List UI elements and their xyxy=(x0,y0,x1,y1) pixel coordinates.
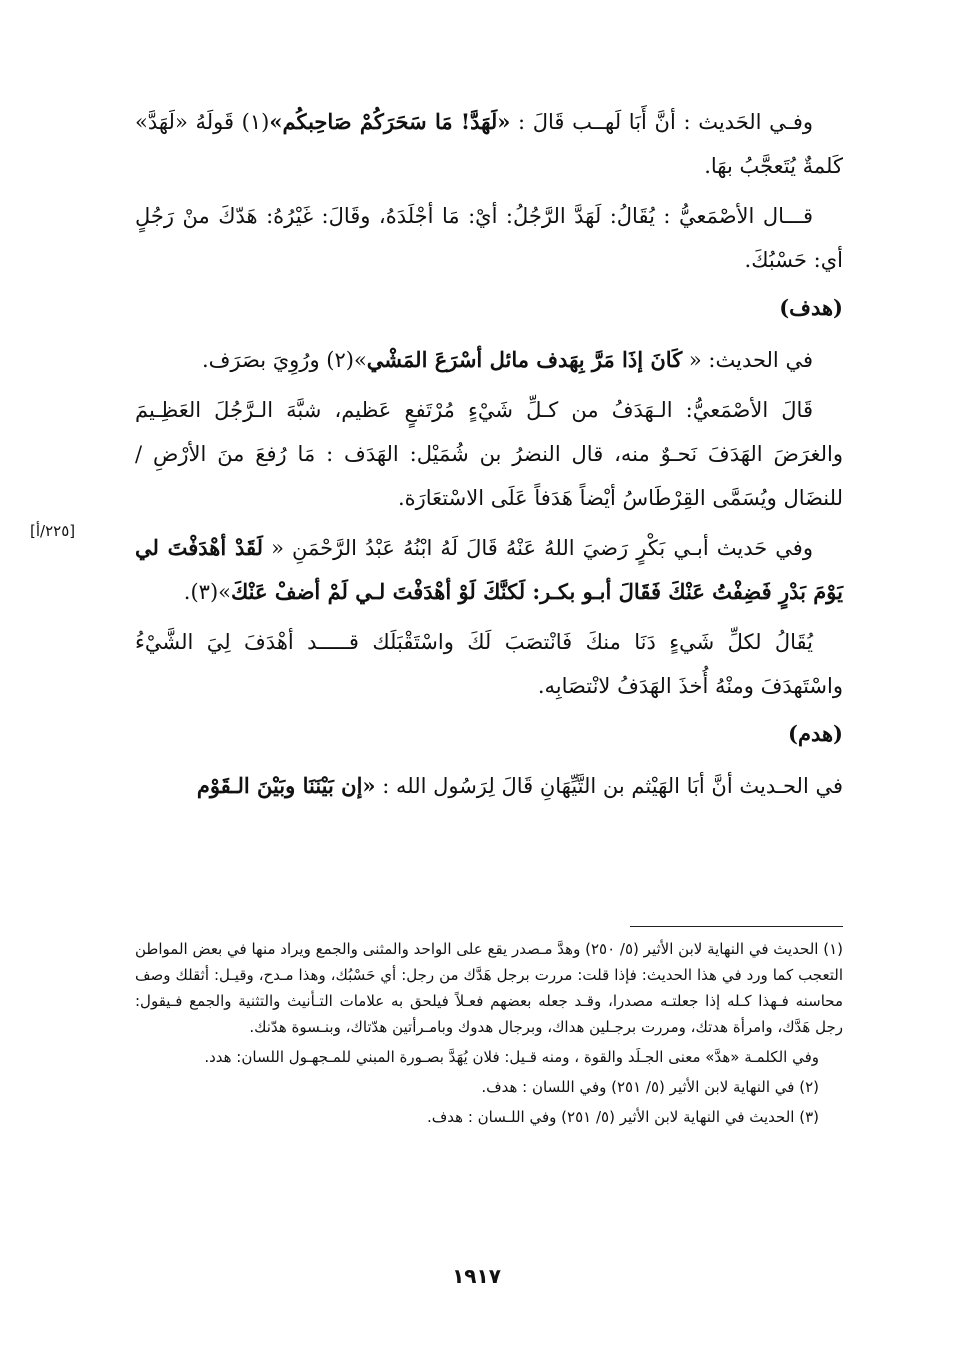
paragraph-hadd-hadith xyxy=(135,100,843,188)
hadith-quote: لَقَدْ أهْدَفْتَ لي يَوْمَ بَدْرٍ فَضِفْتُ عَنْكَ فَقَالَ أبـو بكـر: لَكنَّكَ لَوْ أهْدَفْتَ لـي لَمْ أضفْ عَنْكَ xyxy=(135,535,843,604)
manuscript-folio-marker: [٢٢٥/أ] xyxy=(30,522,76,540)
paragraph-abu-bakr-hadith xyxy=(135,526,843,614)
entry-heading-hadaf: (هدف) xyxy=(779,295,843,320)
text-segment: في الحديث: « xyxy=(682,348,813,372)
text-segment: وفي حَديث أبـي بَكْرٍ رَضيَ اللهُ عَنْهُ قَالَ لَهُ ابْنُهُ عَبْدُ الرَّحْمَنِ « xyxy=(262,536,813,560)
text-segment: »(٢) ورُوِيَ بصَرَف. xyxy=(201,348,367,372)
text-segment: في الحـديث أنَّ أبَا الهَيْثم بن التَّيِّهَانِ قَالَ لِرَسُول الله : xyxy=(375,774,843,798)
entry-heading-hadm: (هدم) xyxy=(788,721,843,746)
text-segment: وفـي الحَديث : أنَّ أَبَا لَهــب قَالَ : xyxy=(510,110,814,134)
paragraph-asmai-hadaf: قَالَ الأصْمَعيُّ: الـهَدَفُ من كـلِّ شَيْءٍ مُرْتَفعٍ عَظيم، شبَّهَ الـرَّجُلَ العَظِـيمَ والغرَضَ الهَدَفَ نَحـوٌ منه، قال النضرُ بن شُمَيْل: الهَدَف : مَا رُفعَ منَ الأرْضِ / للنضَال ويُسَمَّى القِرْطَاسُ أيْضاً هَدَفاً عَلَى الاسْتعَارَة. xyxy=(135,398,843,510)
footnote-1-continued: وفي الكلمـة «هدَّ» معنى الجـلَد والقوة ، ومنه قـيل: فلان يُهَدَّ بصـورة المبني للمـجهـول اللسان: هدد. xyxy=(204,1048,819,1066)
paragraph-asmai-hadd: قـــال الأصْمَعيُّ : يُقَالُ: لَهَدَّ الرَّجُلُ: أيْ: مَا أجْلَدَهُ، وقَالَ: غَيْرُهُ: هَدّكَ منْ رَجُلٍ أي: حَسْبُكَ. xyxy=(135,204,843,272)
hadith-quote: «إن بَيْنَنَا وبَيْنَ الـقَوْم xyxy=(196,773,376,798)
text-segment: »(٣). xyxy=(183,580,231,604)
footnote-2: (٢) في النهاية لابن الأثير (٥/ ٢٥١) وفي اللسان : هدف. xyxy=(481,1078,819,1096)
paragraph-hadm-hadith xyxy=(135,764,843,808)
paragraph-ahdafa: يُقَالُ لكلِّ شَيءٍ دَنَا منكَ فَانْتصَبَ لَكَ واسْتَقْبَلَك قـــــد أهْدَفَ لِيَ الشَّيْءُ واسْتَهدَفَ ومنْهُ أُخذَ الهَدَفُ لانْتصَابِه. xyxy=(135,630,843,698)
footnotes xyxy=(135,936,843,1134)
text-segment: (١) قَولَهُ «لَهَدَّ» كَلمةٌ يُتَعجَّبُ بهَا. xyxy=(135,110,843,178)
footnote-1: (١) الحديث في النهاية لابن الأثير (٥/ ٢٥٠) وهدَّ مـصدر يقع على الواحد والمثنى والجمع ويراد منها في بعض المواطن التعجب كما ورد في هذا الحديث: فإذا قلت: مررت برجل هَدَّك من رجل: أي حَسْبُك، وهذا مـدح، وقيـل: أثقلك وصف محاسنه فـهذا كـله إذا جعلتـه مصدرا، وقـد جعله بعضهم فعـلاً فيلحق به علامات التـأنيث والتثنية والجمع فـيقول: رجل هَدَّك، وامرأة هدتك، ومررت برجـلين هداك، وبرجال هدوك وبامـرأتين هدّتاك، وبنـسوة هدّنك. xyxy=(135,940,844,1036)
footnote-3: (٣) الحديث في النهاية لابن الأثير (٥/ ٢٥١) وفي اللـسان : هدف. xyxy=(426,1108,819,1126)
footnote-divider xyxy=(630,926,843,927)
main-text xyxy=(135,100,843,814)
page-number: ١٩١٧ xyxy=(452,1264,501,1288)
paragraph-hadaf-hadith xyxy=(135,338,843,382)
hadith-quote: «لَهَدَّ! مَا سَحَرَكُمْ صَاحِبكُم» xyxy=(269,109,511,134)
hadith-quote: كَانَ إذَا مَرَّ بِهَدف مائل أسْرَعَ المَشْي xyxy=(366,347,683,372)
